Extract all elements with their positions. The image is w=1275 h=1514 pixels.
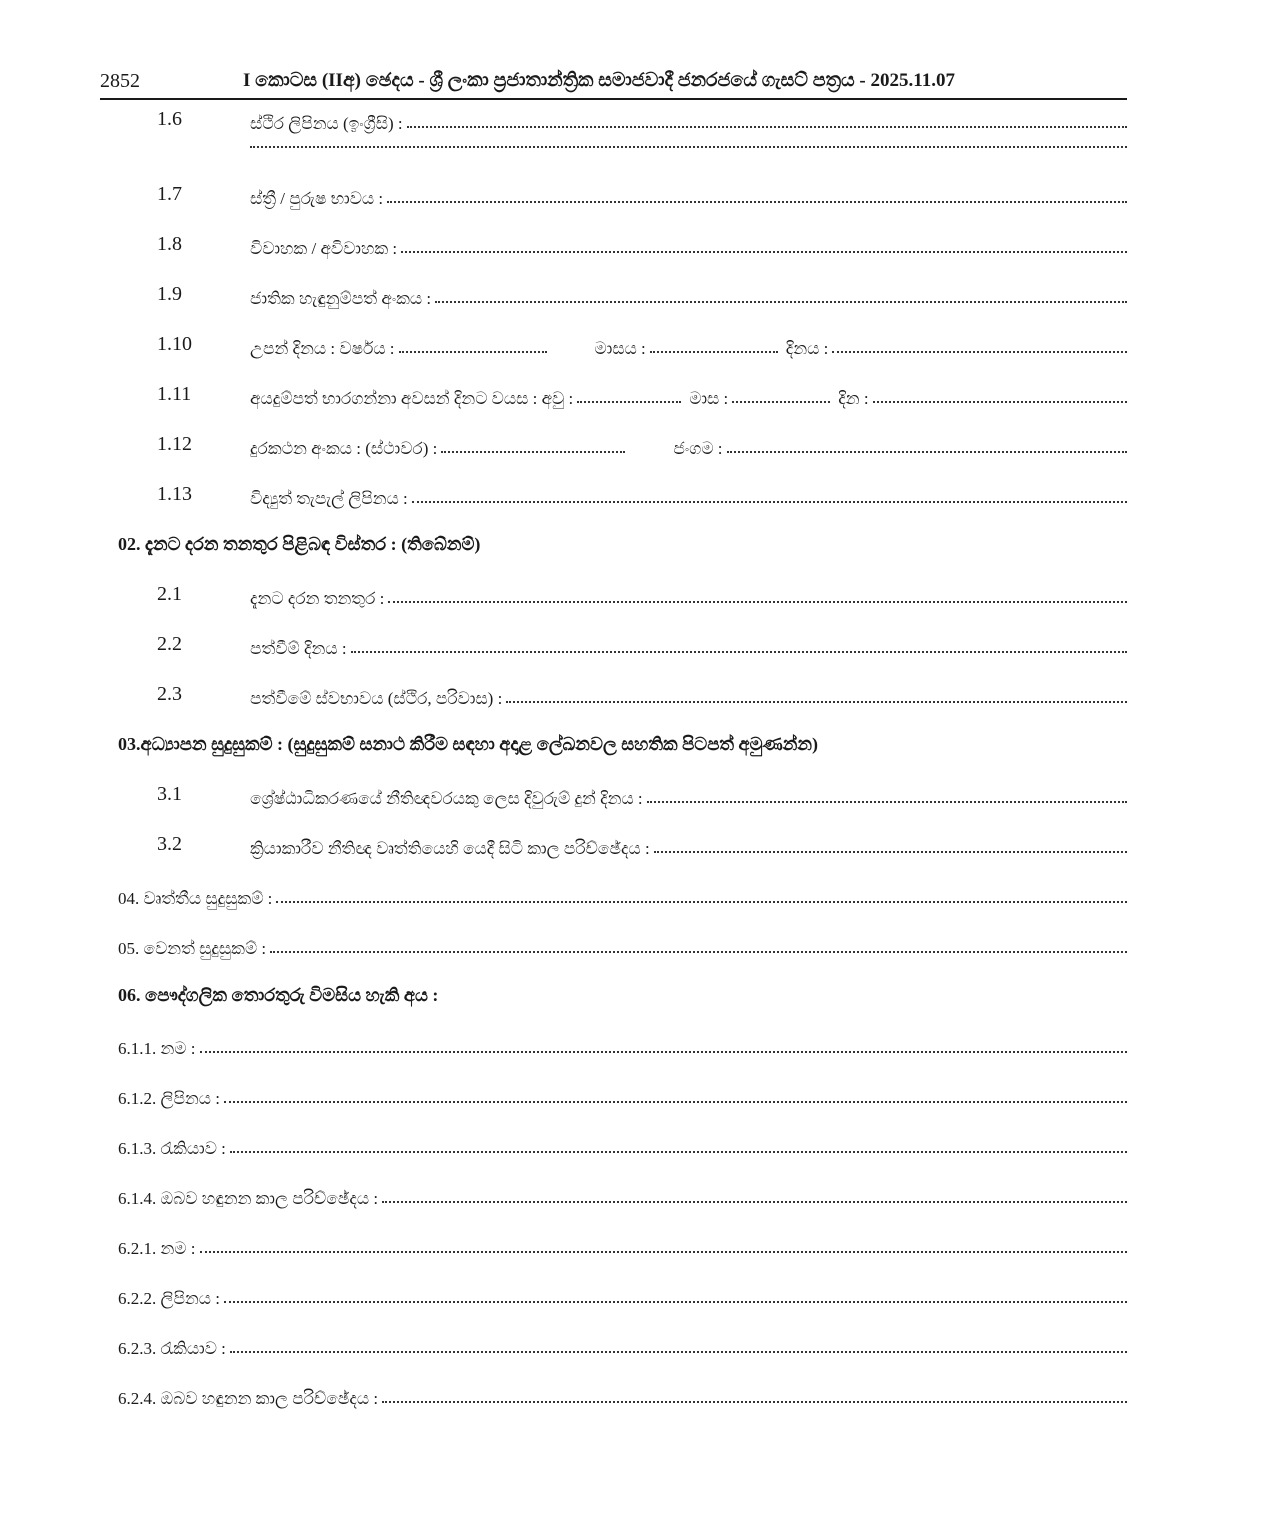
item-number: 1.11 (157, 383, 192, 405)
page-number: 2852 (100, 70, 140, 92)
field-row-3-1 (0, 781, 1275, 811)
other-qualifications-field[interactable]: 05. වෙනත් සුදුසුකම් : (118, 931, 1127, 959)
appointment-nature-field[interactable]: පත්වීමේ ස්වභාවය (ස්ථිර, පරිවාස) : (250, 681, 1127, 709)
field-row-1-12 (0, 431, 1275, 461)
field-row-3-2 (0, 831, 1275, 861)
field-row-1-10 (0, 331, 1275, 361)
address-english-field[interactable]: ස්ථිර ලිපිනය (ඉංග්‍රීසි) : (250, 106, 1127, 134)
field-row-6-1-4 (0, 1181, 1275, 1211)
current-post-field[interactable]: දැනට දරන තනතුර : (250, 581, 1127, 609)
item-number: 2.2 (157, 633, 182, 655)
referee2-name-field[interactable]: 6.2.1. නම : (118, 1231, 1127, 1259)
field-row-1-7 (0, 181, 1275, 211)
item-number: 1.10 (157, 333, 192, 355)
referee2-known-period-field[interactable]: 6.2.4. ඔබව හඳුනන කාල පරිච්ඡේදය : (118, 1381, 1127, 1409)
referee1-address-field[interactable]: 6.1.2. ලිපිනය : (118, 1081, 1127, 1109)
referee2-address-field[interactable]: 6.2.2. ලිපිනය : (118, 1281, 1127, 1309)
field-row-1-13 (0, 481, 1275, 511)
item-number: 1.9 (157, 283, 182, 305)
field-row-2-1 (0, 581, 1275, 611)
age-days-input (873, 401, 1127, 403)
field-row-6-2-3 (0, 1331, 1275, 1361)
gender-field[interactable]: ස්ත්‍රී / පුරුෂ භාවය : (250, 181, 1127, 209)
birth-month-input (650, 351, 778, 353)
gazette-title: I කොටස (IIඅ) ඡෙදය - ශ්‍රී ලංකා ප්‍රජාතාන්ත්‍රික සමාජවාදී ජනරජයේ ගැසට් පත්‍රය - 2025.11.07 (243, 70, 955, 91)
age-field[interactable]: අයදුම්පත් භාරගන්නා අවසන් දිනට වයස : අවු : මාස : දින : (250, 381, 1127, 409)
birth-year-input (399, 351, 547, 353)
practice-period-field[interactable]: ක්‍රියාකාරීව නීතිඥ වෘත්තියෙහි යෙදී සිටි කාල පරිච්ඡේදය : (250, 831, 1127, 859)
item-number: 1.7 (157, 183, 182, 205)
phone-field[interactable]: දුරකථන අංකය : (ස්ථාවර) : ජංගම : (250, 431, 1127, 459)
field-row-1-8 (0, 231, 1275, 261)
age-years-input (577, 401, 681, 403)
field-row-6-1-3 (0, 1131, 1275, 1161)
page-header (100, 66, 1127, 100)
item-number: 1.6 (157, 108, 182, 130)
field-row-1-9 (0, 281, 1275, 311)
section-heading-02: 02. දැනට දරන තනතුර පිළිබඳ විස්තර : (තිබේනම්) (118, 534, 481, 554)
referee1-occupation-field[interactable]: 6.1.3. රැකියාව : (118, 1131, 1127, 1159)
age-months-input (732, 401, 830, 403)
item-number: 3.2 (157, 833, 182, 855)
field-row-6-2-4 (0, 1381, 1275, 1411)
referee1-known-period-field[interactable]: 6.1.4. ඔබව හඳුනන කාල පරිච්ඡේදය : (118, 1181, 1127, 1209)
field-row-2-2 (0, 631, 1275, 661)
field-row-1-6 (0, 106, 1275, 136)
field-row-6-2-1 (0, 1231, 1275, 1261)
section-heading-03: 03.අධ්‍යාපන සුදුසුකම් : (සුදුසුකම් සනාථ කිරීම සඳහා අදාළ ලේඛනවල සහතික පිටපත් අමුණන්න) (118, 734, 818, 754)
field-row-6-2-2 (0, 1281, 1275, 1311)
item-number: 1.8 (157, 233, 182, 255)
mobile-input (727, 451, 1127, 453)
field-row-1-11 (0, 381, 1275, 411)
professional-qualifications-field[interactable]: 04. වෘත්තීය සුදුසුකම් : (118, 881, 1127, 909)
date-of-birth-field[interactable]: උපන් දිනය : වර්ෂය : මාසය : දිනය : (250, 331, 1127, 359)
item-number: 1.12 (157, 433, 192, 455)
landline-input (441, 451, 625, 453)
nic-number-field[interactable]: ජාතික හැඳුනුම්පත් අංකය : (250, 281, 1127, 309)
appointment-date-field[interactable]: පත්වීම් දිනය : (250, 631, 1127, 659)
field-row-04 (0, 881, 1275, 911)
item-number: 1.13 (157, 483, 192, 505)
item-number: 2.3 (157, 683, 182, 705)
referee1-name-field[interactable]: 6.1.1. නම : (118, 1031, 1127, 1059)
section-heading-06: 06. පෞද්ගලික තොරතුරු විමසිය හැකි අය : (118, 985, 439, 1005)
item-number: 2.1 (157, 583, 182, 605)
marital-status-field[interactable]: විවාහක / අවිවාහක : (250, 231, 1127, 259)
field-row-6-1-1 (0, 1031, 1275, 1061)
item-number: 3.1 (157, 783, 182, 805)
field-row-2-3 (0, 681, 1275, 711)
field-row-6-1-2 (0, 1081, 1275, 1111)
field-row-05 (0, 931, 1275, 961)
birth-day-input (832, 351, 1127, 353)
email-field[interactable]: විද්‍යුත් තැපැල් ලිපිනය : (250, 481, 1127, 509)
address-english-continuation-line[interactable] (250, 146, 1127, 148)
referee2-occupation-field[interactable]: 6.2.3. රැකියාව : (118, 1331, 1127, 1359)
oath-date-field[interactable]: ශ්‍රේෂ්ඨාධිකරණයේ නීතිඥවරයකු ලෙස දිවුරුම් දුන් දිනය : (250, 781, 1127, 809)
